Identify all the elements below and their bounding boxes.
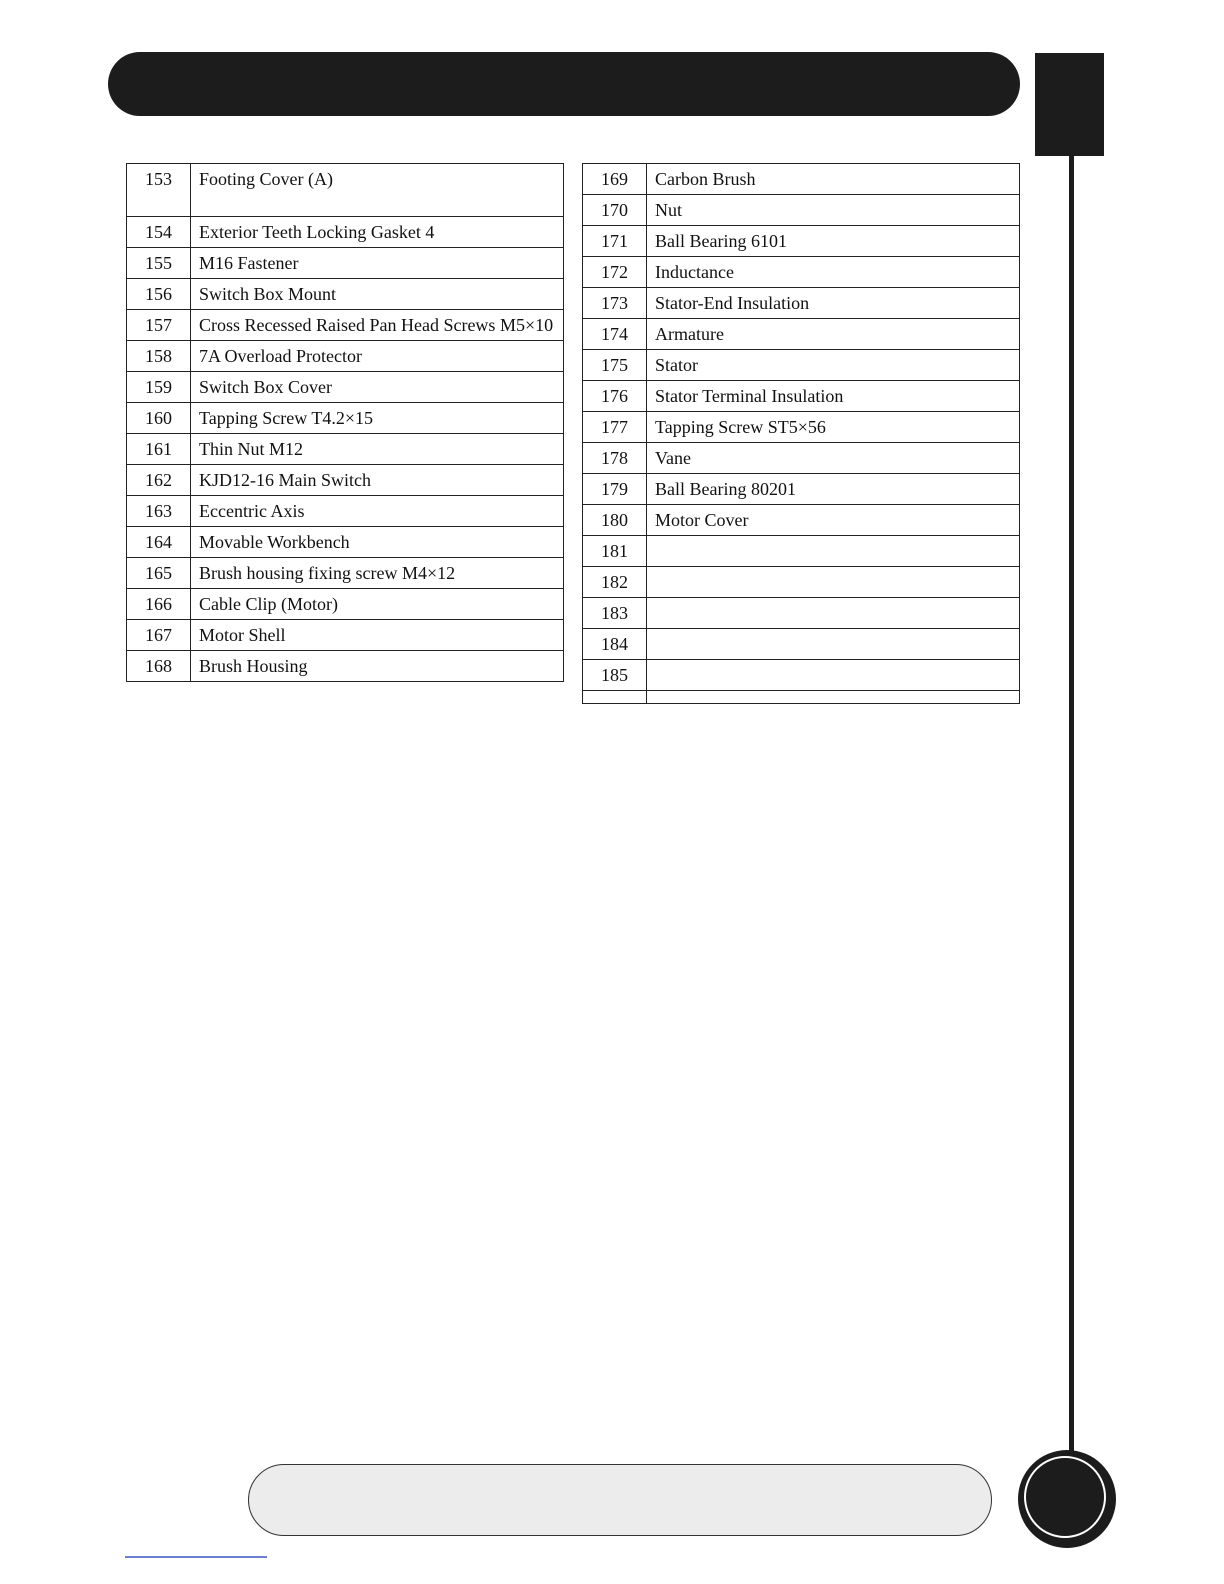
part-description: M16 Fastener xyxy=(191,248,564,279)
part-description xyxy=(647,567,1020,598)
part-number: 177 xyxy=(583,412,647,443)
footer-bar xyxy=(248,1464,992,1536)
part-description: Armature xyxy=(647,319,1020,350)
table-row xyxy=(583,226,1020,257)
part-description: Cross Recessed Raised Pan Head Screws M5×10 xyxy=(191,310,564,341)
part-description: Motor Cover xyxy=(647,505,1020,536)
table-row xyxy=(127,248,564,279)
table-row xyxy=(583,443,1020,474)
table-row xyxy=(583,598,1020,629)
part-description: Tapping Screw T4.2×15 xyxy=(191,403,564,434)
table-row xyxy=(583,567,1020,598)
table-row xyxy=(127,217,564,248)
part-number: 164 xyxy=(127,527,191,558)
table-row xyxy=(127,620,564,651)
part-number: 178 xyxy=(583,443,647,474)
part-number: 157 xyxy=(127,310,191,341)
part-description: Stator Terminal Insulation xyxy=(647,381,1020,412)
table-row xyxy=(583,257,1020,288)
table-row xyxy=(583,412,1020,443)
table-row xyxy=(127,164,564,217)
part-description: Switch Box Mount xyxy=(191,279,564,310)
section-tab xyxy=(1035,53,1104,156)
page-number-ring xyxy=(1024,1456,1106,1538)
table-row xyxy=(127,527,564,558)
part-description: Brush Housing xyxy=(191,651,564,682)
part-number: 174 xyxy=(583,319,647,350)
part-number: 171 xyxy=(583,226,647,257)
part-description: Motor Shell xyxy=(191,620,564,651)
side-rule xyxy=(1069,156,1074,1456)
part-description xyxy=(647,598,1020,629)
table-row xyxy=(583,164,1020,195)
part-description: 7A Overload Protector xyxy=(191,341,564,372)
table-row xyxy=(583,536,1020,567)
part-number: 168 xyxy=(127,651,191,682)
part-number: 165 xyxy=(127,558,191,589)
part-description xyxy=(647,536,1020,567)
part-description: Thin Nut M12 xyxy=(191,434,564,465)
table-row xyxy=(127,465,564,496)
part-description: Stator xyxy=(647,350,1020,381)
table-row xyxy=(583,505,1020,536)
part-description-empty xyxy=(647,691,1020,704)
part-number: 183 xyxy=(583,598,647,629)
page-number-badge xyxy=(1018,1450,1116,1548)
table-row xyxy=(583,319,1020,350)
part-number: 173 xyxy=(583,288,647,319)
part-number: 162 xyxy=(127,465,191,496)
table-row xyxy=(127,341,564,372)
part-number: 166 xyxy=(127,589,191,620)
part-number: 158 xyxy=(127,341,191,372)
part-number: 176 xyxy=(583,381,647,412)
part-description: Ball Bearing 80201 xyxy=(647,474,1020,505)
table-row xyxy=(127,558,564,589)
part-description: Cable Clip (Motor) xyxy=(191,589,564,620)
part-description: Tapping Screw ST5×56 xyxy=(647,412,1020,443)
part-number: 179 xyxy=(583,474,647,505)
part-number: 184 xyxy=(583,629,647,660)
table-row xyxy=(127,651,564,682)
part-description: KJD12-16 Main Switch xyxy=(191,465,564,496)
table-row xyxy=(127,589,564,620)
table-row xyxy=(127,434,564,465)
part-description: Stator-End Insulation xyxy=(647,288,1020,319)
part-number: 156 xyxy=(127,279,191,310)
part-number: 182 xyxy=(583,567,647,598)
part-description: Vane xyxy=(647,443,1020,474)
part-description: Brush housing fixing screw M4×12 xyxy=(191,558,564,589)
part-description: Ball Bearing 6101 xyxy=(647,226,1020,257)
part-number: 163 xyxy=(127,496,191,527)
part-number: 161 xyxy=(127,434,191,465)
part-description: Inductance xyxy=(647,257,1020,288)
part-number: 160 xyxy=(127,403,191,434)
part-number: 153 xyxy=(127,164,191,217)
header-bar xyxy=(108,52,1020,116)
footer-link-underline xyxy=(125,1556,267,1558)
part-number-empty xyxy=(583,691,647,704)
parts-table-right xyxy=(582,163,1020,704)
table-row xyxy=(127,279,564,310)
part-description: Footing Cover (A) xyxy=(191,164,564,217)
part-number: 159 xyxy=(127,372,191,403)
part-description: Eccentric Axis xyxy=(191,496,564,527)
part-description: Switch Box Cover xyxy=(191,372,564,403)
table-row xyxy=(127,310,564,341)
part-number: 185 xyxy=(583,660,647,691)
part-number: 175 xyxy=(583,350,647,381)
part-number: 170 xyxy=(583,195,647,226)
part-number: 155 xyxy=(127,248,191,279)
part-description: Exterior Teeth Locking Gasket 4 xyxy=(191,217,564,248)
part-description xyxy=(647,629,1020,660)
table-row xyxy=(127,496,564,527)
table-row xyxy=(127,372,564,403)
part-number: 180 xyxy=(583,505,647,536)
part-description: Nut xyxy=(647,195,1020,226)
table-row xyxy=(583,381,1020,412)
part-number: 167 xyxy=(127,620,191,651)
table-row xyxy=(583,288,1020,319)
part-number: 181 xyxy=(583,536,647,567)
part-description: Movable Workbench xyxy=(191,527,564,558)
part-description: Carbon Brush xyxy=(647,164,1020,195)
table-row xyxy=(583,195,1020,226)
table-row xyxy=(583,629,1020,660)
table-row xyxy=(583,474,1020,505)
part-number: 154 xyxy=(127,217,191,248)
parts-table-left xyxy=(126,163,564,682)
part-number: 169 xyxy=(583,164,647,195)
table-row xyxy=(583,660,1020,691)
table-row-empty xyxy=(583,691,1020,704)
part-number: 172 xyxy=(583,257,647,288)
table-row xyxy=(583,350,1020,381)
table-row xyxy=(127,403,564,434)
part-description xyxy=(647,660,1020,691)
